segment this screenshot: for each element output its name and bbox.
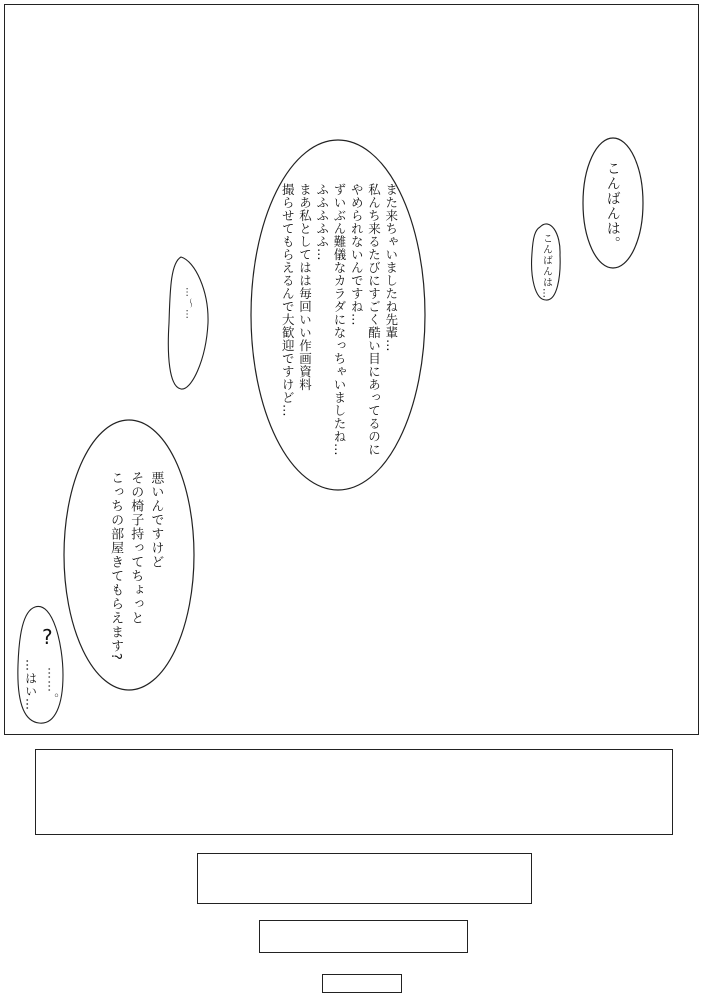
reply-question-mark: ? (42, 625, 53, 649)
main-panel (4, 4, 699, 735)
bubble-request-text: 悪いんですけど その椅子持ってちょっと こっちの部屋きてもらえます? (108, 471, 164, 661)
reply-hai-text: …はい… (23, 659, 38, 711)
empty-box-large (35, 749, 673, 835)
bubble-konbanwa-small-text: こんばんは… (540, 233, 552, 299)
empty-box-medium (197, 853, 532, 904)
reply-dots-text: ……。 (45, 667, 60, 706)
bubble-dots-text: …～… (183, 287, 195, 320)
bubble-konbanwa-text: こんばんは。 (604, 161, 621, 251)
empty-box-tiny (322, 974, 402, 993)
empty-box-small (259, 920, 468, 953)
bubble-main-text: また来ちゃいましたね先輩… 私んち来るたびにすごく酷い目にあってるのに やめられないんですね… ずいぶん難儀なカラダになっちゃいましたね… ふふふふふ… まあ私としてはは毎回いい作画資料 撮らせてもらえるんで大歓迎ですけど… (280, 183, 399, 456)
